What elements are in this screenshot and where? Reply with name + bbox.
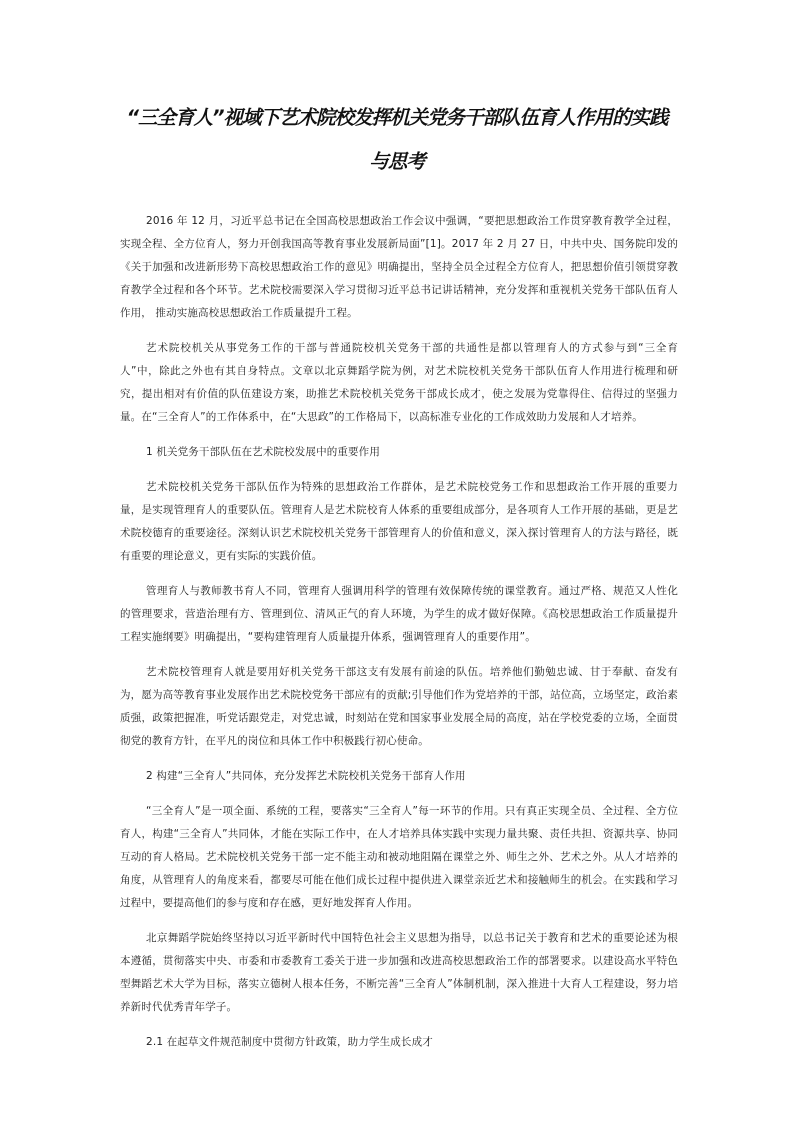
body-paragraph: 艺术院校管理育人就是要用好机关党务干部这支有发展有前途的队伍。培养他们勤勉忠诚、甘于奉献、奋发有为，愿为高等教育事业发展作出艺术院校党务干部应有的贡献;引导他们作为党培养的干部，站位高，立场坚定，政治素质强，政策把握准，听党话跟党走，对党忠诚，时刻站在党和国家事业发展全局的高度，站在学校党委的立场，全面贯彻党的教育方针，在平凡的岗位和具体工作中积极践行初心使命。 bbox=[120, 666, 678, 747]
body-paragraph: 管理育人与教师教书育人不同，管理育人强调用科学的管理有效保障传统的课堂教育。通过严格、规范又人性化的管理要求，营造治理有方、管理到位、清风正气的育人环境，为学生的成才做好保障。《高校思想政治工作质量提升工程实施纲要》明确提出，“要构建管理育人质量提升体系，强调管理育人的重要作用”。 bbox=[120, 585, 678, 643]
body-paragraph: 艺术院校机关从事党务工作的干部与普通院校机关党务干部的共通性是都以管理育人的方式参与到“三全育人”中，除此之外也有其自身特点。文章以北京舞蹈学院为例，对艺术院校机关党务干部队伍育人作用进行梳理和研究，提出相对有价值的队伍建设方案，助推艺术院校机关党务干部成长成才，使之发展为党靠得住、信得过的坚强力量。在“三全育人”的工作体系中，在“大思政”的工作格局下，以高标准专业化的工作成效助力发展和人才培养。 bbox=[120, 342, 678, 423]
section-heading: 2 构建“三全育人”共同体，充分发挥艺术院校机关党务干部育人作用 bbox=[146, 770, 466, 782]
article-title bbox=[110, 96, 684, 184]
body-paragraph: “三全育人”是一项全面、系统的工程，要落实“三全育人”每一环节的作用。只有真正实现全员、全过程、全方位育人，构建“三全育人”共同体，才能在实际工作中，在人才培养具体实践中实现力量共聚、责任共担、资源共享、协同互动的育人格局。艺术院校机关党务干部一定不能主动和被动地阻隔在课堂之外、师生之外、艺术之外。从人才培养的角度，从管理育人的角度来看，都要尽可能在他们成长过程中提供进入课堂亲近艺术和接触师生的机会。在实践和学习过程中，要提高他们的参与度和存在感，更好地发挥育人作用。 bbox=[120, 805, 678, 909]
section-heading: 2.1 在起草文件规范制度中贯彻方针政策，助力学生成长成才 bbox=[146, 1036, 433, 1048]
section-heading: 1 机关党务干部队伍在艺术院校发展中的重要作用 bbox=[146, 446, 380, 458]
article-body bbox=[120, 210, 678, 1066]
title-line-1: “三全育人”视域下艺术院校发挥机关党务干部队伍育人作用的实践 bbox=[126, 106, 668, 129]
title-line-2: 与思考 bbox=[369, 150, 425, 173]
body-paragraph: 艺术院校机关党务干部队伍作为特殊的思想政治工作群体，是艺术院校党务工作和思想政治工作开展的重要力量，是实现管理育人的重要队伍。管理育人是艺术院校育人体系的重要组成部分，是各项育人工作开展的基础，更是艺术院校德育的重要途径。深刻认识艺术院校机关党务干部管理育人的价值和意义，深入探讨管理育人的方法与路径，既有重要的理论意义，更有实际的实践价值。 bbox=[120, 481, 678, 562]
body-paragraph: 北京舞蹈学院始终坚持以习近平新时代中国特色社会主义思想为指导，以总书记关于教育和艺术的重要论述为根本遵循，贯彻落实中央、市委和市委教育工委关于进一步加强和改进高校思想政治工作的部署要求。以建设高水平特色型舞蹈艺术大学为目标，落实立德树人根本任务，不断完善“三全育人”体制机制，深入推进十大育人工程建设，努力培养新时代优秀青年学子。 bbox=[120, 932, 678, 1013]
body-paragraph: 2016 年 12 月，习近平总书记在全国高校思想政治工作会议中强调，“要把思想政治工作贯穿教育教学全过程，实现全程、全方位育人，努力开创我国高等教育事业发展新局面”[1]。2017 年 2 月 27 日，中共中央、国务院印发的《关于加强和改进新形势下高校思想政治工作的意见》明确提出，坚持全员全过程全方位育人，把思想价值引领贯穿教育教学全过程和各个环节。艺术院校需要深入学习贯彻习近平总书记讲话精神，充分发挥和重视机关党务干部队伍育人作用， 推动实施高校思想政治工作质量提升工程。 bbox=[120, 215, 678, 319]
